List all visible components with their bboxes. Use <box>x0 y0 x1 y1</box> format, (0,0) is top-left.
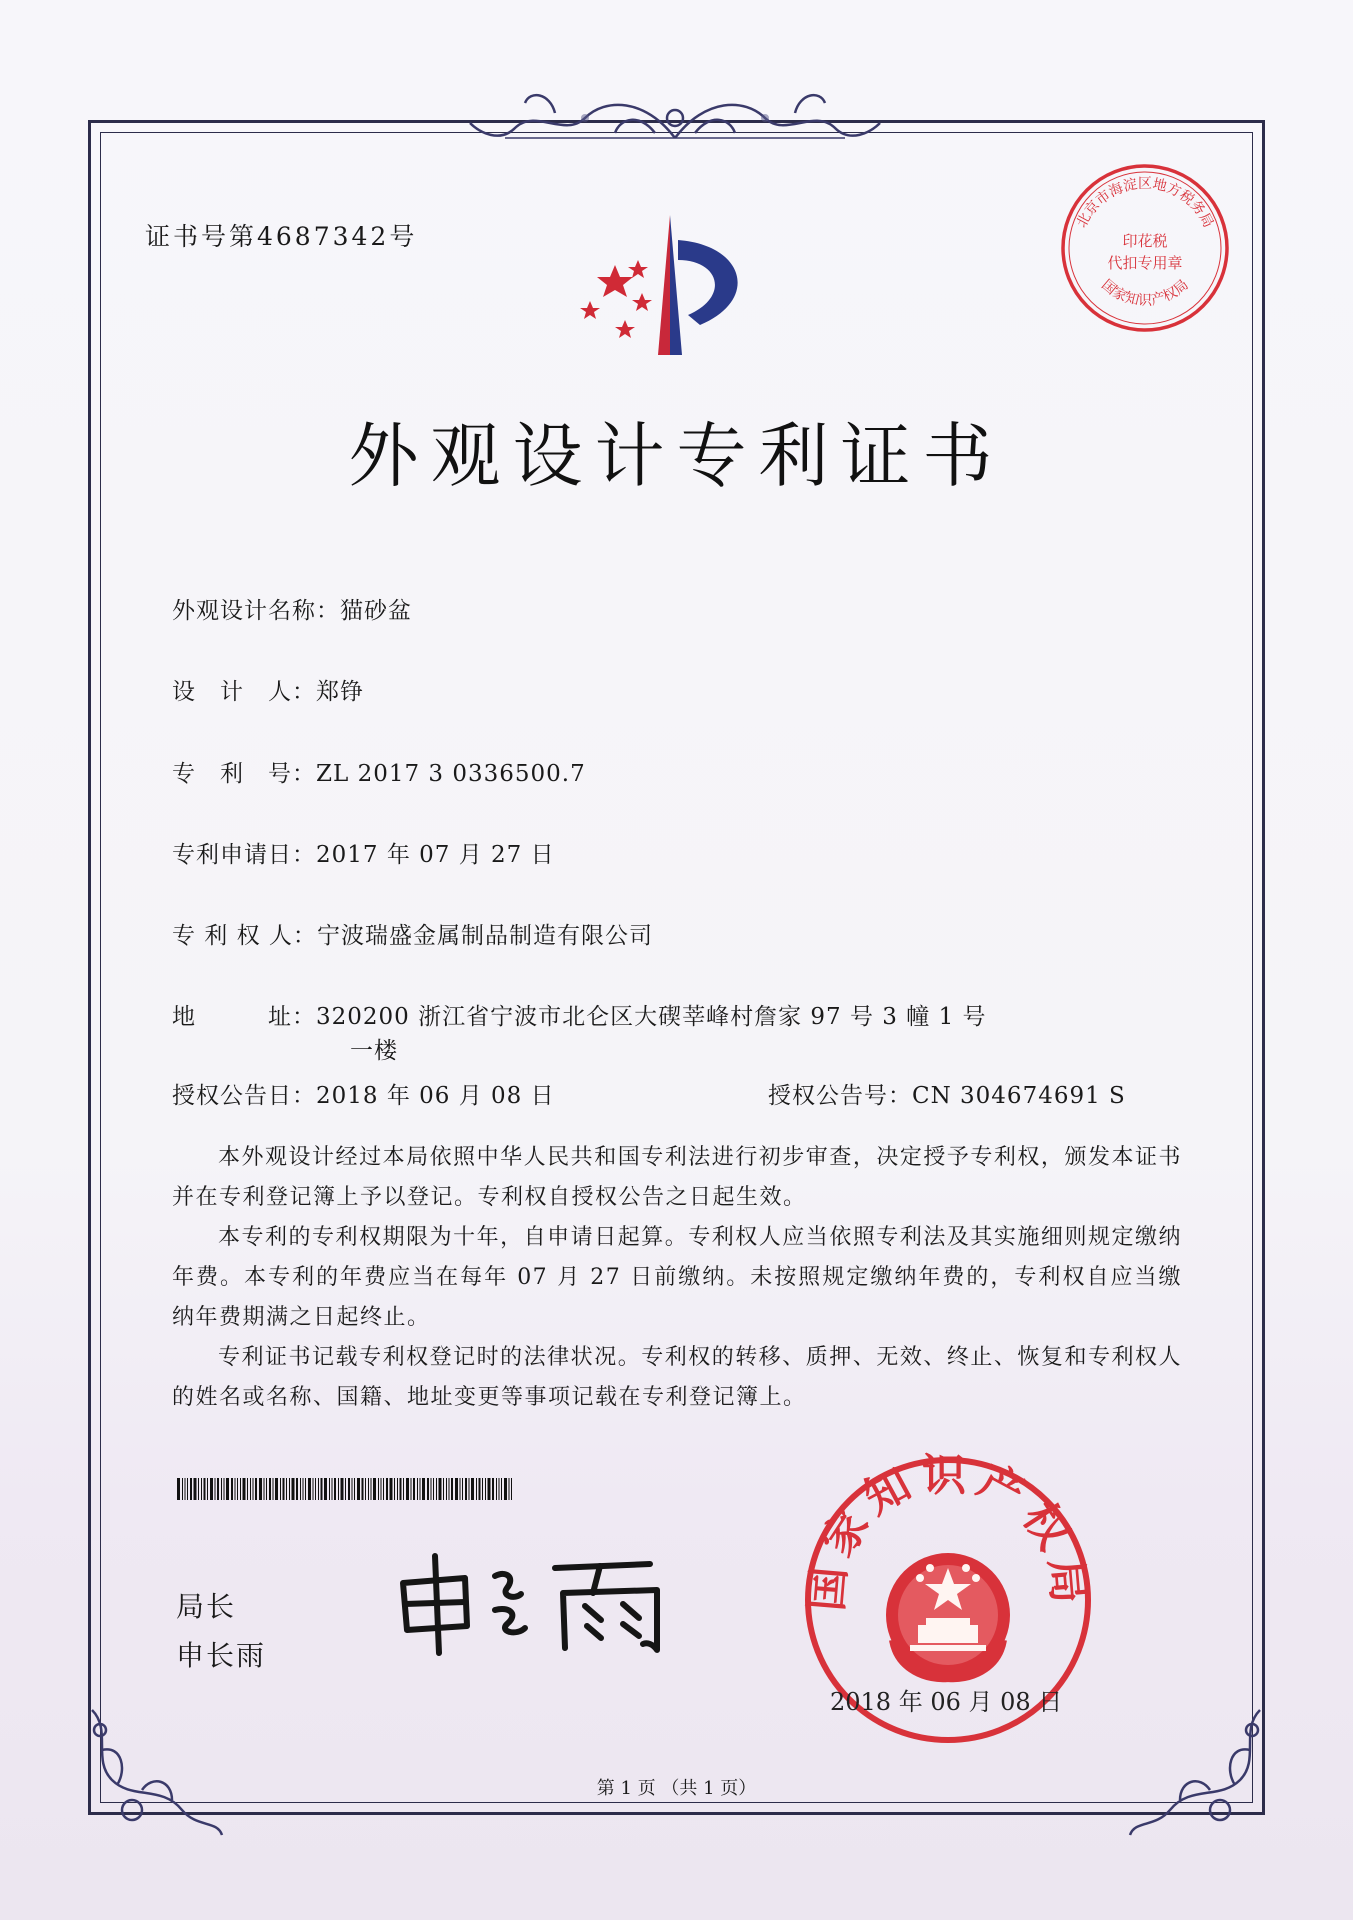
patent-number-label: 专 利 号： <box>172 761 316 787</box>
barcode-bar <box>345 1478 346 1500</box>
barcode-bar <box>231 1478 233 1500</box>
barcode-bar <box>289 1478 290 1500</box>
barcode-bar <box>341 1478 344 1500</box>
barcode-bar <box>373 1478 376 1500</box>
barcode-bar <box>303 1478 304 1500</box>
director-title: 局长 <box>176 1590 237 1623</box>
design-name-value: 猫砂盆 <box>340 598 412 624</box>
barcode-bar <box>292 1478 295 1500</box>
barcode-bar <box>386 1478 388 1500</box>
barcode-bar <box>250 1478 251 1500</box>
barcode-bar <box>253 1478 254 1500</box>
barcode-bar <box>204 1478 206 1500</box>
barcode-bar <box>476 1478 477 1500</box>
barcode-bar <box>308 1478 311 1500</box>
bottom-left-ornament <box>72 1690 232 1850</box>
barcode-bar <box>305 1478 306 1500</box>
official-seal-text: 国家知识产权局 <box>801 1450 1095 1614</box>
barcode-bar <box>443 1478 444 1500</box>
barcode-bar <box>237 1478 238 1500</box>
grant-date-value: 2018 年 06 月 08 日 <box>316 1083 555 1109</box>
barcode-bar <box>273 1478 274 1500</box>
barcode-bar <box>283 1478 285 1500</box>
filing-date-field <box>172 836 555 869</box>
barcode-bar <box>422 1478 425 1500</box>
barcode-bar <box>240 1478 241 1500</box>
barcode-bar <box>368 1478 369 1500</box>
barcode-bar <box>420 1478 421 1500</box>
barcode-bar <box>383 1478 384 1500</box>
filing-date-label: 专利申请日： <box>172 842 316 868</box>
barcode-bar <box>431 1478 432 1500</box>
barcode-bar <box>185 1478 186 1500</box>
address-line2 <box>350 1032 398 1065</box>
tax-seal-bottom-text: 国家知识产权局 <box>1098 276 1192 309</box>
barcode-bar <box>275 1478 278 1500</box>
director-signature <box>395 1548 685 1658</box>
barcode-bar <box>296 1478 298 1500</box>
address-label: 地 址： <box>172 1004 316 1030</box>
barcode-bar <box>207 1478 208 1500</box>
barcode-bar <box>509 1478 510 1500</box>
address-value-line2: 一楼 <box>350 1038 398 1064</box>
barcode-bar <box>315 1478 316 1500</box>
barcode-bar <box>465 1478 467 1500</box>
barcode-bar <box>411 1478 412 1500</box>
barcode-bar <box>210 1478 213 1500</box>
barcode-bar <box>190 1478 192 1500</box>
filing-date-value: 2017 年 07 月 27 日 <box>316 842 555 868</box>
barcode-bar <box>182 1478 183 1500</box>
paragraph-legal-status: 专利证书记载专利权登记时的法律状况。专利权的转移、质押、无效、终止、恢复和专利权人的姓名或名称、国籍、地址变更等事项记载在专利登记簿上。 <box>172 1345 1182 1410</box>
barcode-bar <box>286 1478 287 1500</box>
barcode-bar <box>492 1478 494 1500</box>
grant-number-value: CN 304674691 S <box>912 1083 1126 1109</box>
barcode-bar <box>390 1478 393 1500</box>
barcode-bar <box>433 1478 434 1500</box>
national-emblem <box>886 1553 1010 1678</box>
grant-date-field <box>172 1077 555 1110</box>
barcode-bar <box>439 1478 442 1500</box>
barcode-bar <box>462 1478 463 1500</box>
paragraph-term: 本专利的专利权期限为十年，自申请日起算。专利权人应当依照专利法及其实施细则规定缴纳年费。本专利的年费应当在每年 07 月 27 日前缴纳。未按照规定缴纳年费的，专利权自应当缴纳年费期满之日起终止。 <box>172 1225 1182 1330</box>
barcode-bar <box>394 1478 395 1500</box>
barcode-bar <box>280 1478 281 1500</box>
design-name-label: 外观设计名称： <box>172 598 340 624</box>
patent-number-field <box>172 755 586 788</box>
top-ornament <box>455 78 895 158</box>
barcode-bar <box>321 1478 323 1500</box>
barcode-bar <box>381 1478 382 1500</box>
barcode-bar <box>187 1478 188 1500</box>
certificate-title: 外观设计专利证书 <box>348 415 1005 497</box>
barcode-bar <box>449 1478 450 1500</box>
barcode-bar <box>247 1478 248 1500</box>
svg-text:国家知识产权局 <box>1098 277 1191 309</box>
barcode-bar <box>427 1478 429 1500</box>
barcode-bar <box>324 1478 327 1500</box>
barcode-bar <box>479 1478 481 1500</box>
barcode-bar <box>338 1478 339 1500</box>
barcode-bar <box>313 1478 314 1500</box>
barcode-bar <box>201 1478 202 1500</box>
barcode-bar <box>501 1478 502 1500</box>
barcode-bar <box>485 1478 486 1500</box>
patentee-field <box>172 917 653 950</box>
barcode-bar <box>378 1478 379 1500</box>
barcode-bar <box>357 1478 360 1500</box>
barcode-bar <box>259 1478 262 1500</box>
tax-seal-center-1: 印花税 <box>1122 232 1168 250</box>
barcode-bar <box>471 1478 474 1500</box>
patentee-value: 宁波瑞盛金属制品制造有限公司 <box>316 923 653 949</box>
barcode-bar <box>455 1478 458 1500</box>
barcode-bar <box>224 1478 225 1500</box>
barcode-bar <box>348 1478 350 1500</box>
barcode-bar <box>235 1478 236 1500</box>
barcode-bar <box>406 1478 409 1500</box>
grant-number-field <box>768 1077 1126 1110</box>
director-name: 申长雨 <box>176 1639 267 1672</box>
barcode-bar <box>194 1478 197 1500</box>
barcode-bar <box>365 1478 366 1500</box>
designer-value: 郑铮 <box>316 679 364 705</box>
cnipa-logo <box>570 205 780 375</box>
seal-date: 2018 年 06 月 08 日 <box>830 1688 1063 1716</box>
barcode-bar <box>417 1478 418 1500</box>
barcode-bar <box>318 1478 319 1500</box>
barcode-bar <box>403 1478 404 1500</box>
barcode-bar <box>215 1478 216 1500</box>
design-name-field <box>172 592 412 625</box>
barcode-bar <box>482 1478 483 1500</box>
grant-date-label: 授权公告日： <box>172 1083 316 1109</box>
paragraph-grant: 本外观设计经过本局依照中华人民共和国专利法进行初步审查，决定授予专利权，颁发本证书并在专利登记簿上予以登记。专利权自授权公告之日起生效。 <box>172 1145 1182 1210</box>
barcode-bar <box>177 1478 180 1500</box>
barcode-bar <box>400 1478 402 1500</box>
address-value-line1: 320200 浙江省宁波市北仑区大碶莘峰村詹家 97 号 3 幢 1 号 <box>316 1004 987 1030</box>
barcode-bar <box>460 1478 461 1500</box>
barcode-bar <box>354 1478 355 1500</box>
barcode-bar <box>451 1478 453 1500</box>
barcode-bar <box>255 1478 257 1500</box>
barcode-bar <box>221 1478 222 1500</box>
barcode-bar <box>371 1478 372 1500</box>
barcode-bar <box>446 1478 447 1500</box>
tax-stamp-seal <box>1055 158 1235 338</box>
barcode-bar <box>266 1478 267 1500</box>
tax-seal-ring-text: 北京市海淀区地方税务局 <box>1073 176 1217 231</box>
patent-number-value: ZL 2017 3 0336500.7 <box>316 761 586 787</box>
barcode-bar <box>332 1478 333 1500</box>
barcode-bar <box>334 1478 336 1500</box>
address-field <box>172 998 987 1031</box>
barcode-bar <box>504 1478 507 1500</box>
grant-number-label: 授权公告号： <box>768 1083 912 1109</box>
barcode-bar <box>300 1478 301 1500</box>
barcode-bar <box>269 1478 271 1500</box>
certificate-number: 证书号第4687342号 <box>145 222 418 251</box>
barcode-bar <box>496 1478 497 1500</box>
barcode-bar <box>226 1478 229 1500</box>
designer-field <box>172 673 364 706</box>
barcode-bar <box>488 1478 491 1500</box>
barcode-bar <box>329 1478 330 1500</box>
barcode-bar <box>217 1478 219 1500</box>
barcode-bar <box>413 1478 415 1500</box>
designer-label: 设 计 人： <box>172 679 316 705</box>
barcode-bar <box>352 1478 353 1500</box>
barcode-bar <box>499 1478 500 1500</box>
barcode-bar <box>198 1478 199 1500</box>
barcode-bar <box>264 1478 265 1500</box>
patentee-label: 专 利 权 人： <box>172 923 317 949</box>
barcode-bar <box>397 1478 398 1500</box>
barcode-bar <box>469 1478 470 1500</box>
bottom-right-ornament <box>1120 1690 1280 1850</box>
tax-seal-center-2: 代扣专用章 <box>1107 254 1183 272</box>
page-footer: 第 1 页 （共 1 页） <box>596 1778 757 1799</box>
barcode-bar <box>243 1478 246 1500</box>
barcode-bar <box>362 1478 364 1500</box>
barcode-bar <box>511 1478 512 1500</box>
barcode-bar <box>436 1478 437 1500</box>
barcode <box>177 1478 517 1500</box>
